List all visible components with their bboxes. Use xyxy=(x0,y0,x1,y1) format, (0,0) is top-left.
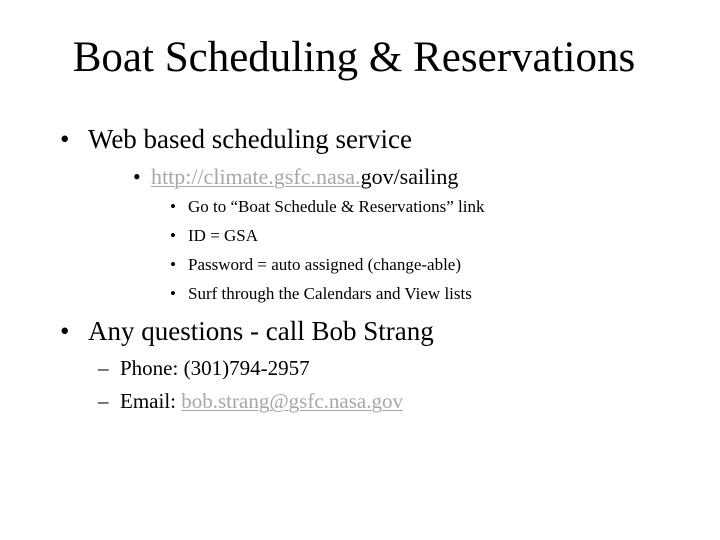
bullet-mark: • xyxy=(170,284,176,303)
slide-title: Boat Scheduling & Reservations xyxy=(72,34,636,81)
email-text xyxy=(120,388,403,414)
url-suffix: gov/sailing xyxy=(360,164,459,189)
dash-mark: – xyxy=(98,356,109,380)
email-link[interactable]: bob.strang@gsfc.nasa.gov xyxy=(181,389,403,413)
bullet-text: Web based scheduling service xyxy=(88,124,412,154)
bullet-mark: • xyxy=(170,197,176,216)
list-item-text: Surf through the Calendars and View lists xyxy=(188,284,472,303)
bullet-mark: • xyxy=(170,226,176,245)
url-text xyxy=(151,164,458,190)
list-item-text: ID = GSA xyxy=(188,226,259,245)
list-item-text: Password = auto assigned (change-able) xyxy=(188,255,462,274)
phone-text: Phone: (301)794-2957 xyxy=(120,356,310,380)
email-label: Email: xyxy=(120,389,182,413)
list-item-text: Go to “Boat Schedule & Reservations” link xyxy=(188,197,485,216)
dash-mark: – xyxy=(98,389,109,413)
climate-url-link[interactable]: http://climate.gsfc.nasa. xyxy=(151,164,361,189)
bullet-mark: • xyxy=(170,255,176,274)
bullet-mark: • xyxy=(60,316,70,346)
bullet-mark: • xyxy=(133,164,141,189)
bullet-mark: • xyxy=(60,124,70,154)
bullet-text: Any questions - call Bob Strang xyxy=(88,316,434,346)
